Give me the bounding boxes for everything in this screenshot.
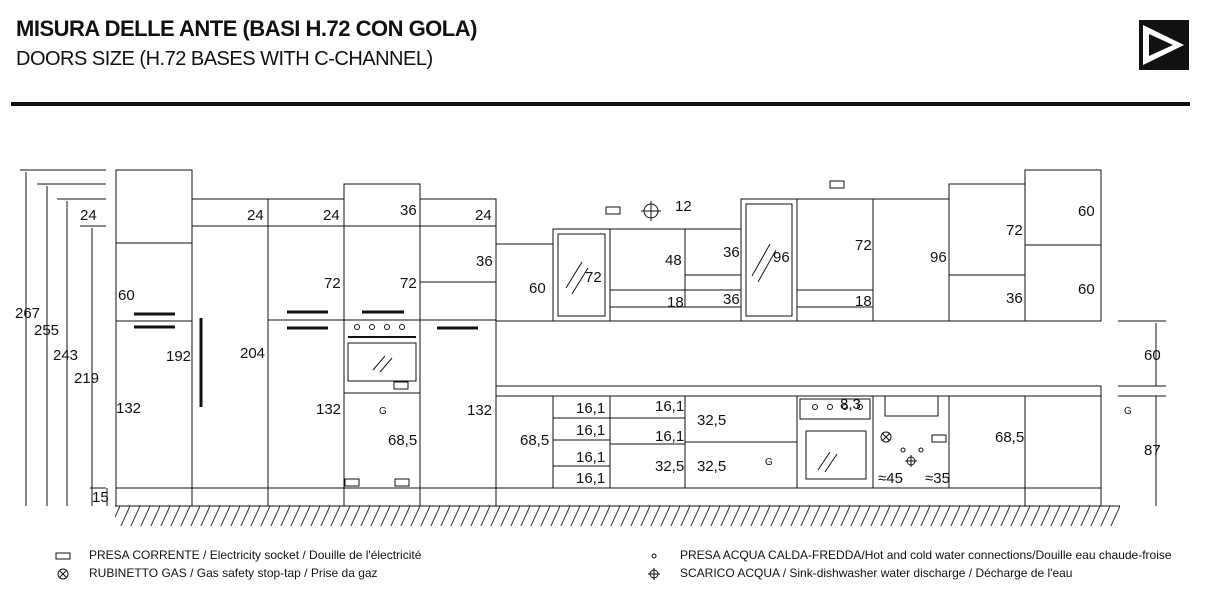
- dim-wall4-72: 72: [855, 237, 872, 254]
- dim-base2-16-1b: 16,1: [576, 422, 606, 439]
- dim-wall7-60a: 60: [1078, 203, 1095, 220]
- dim-wall3-36a: 36: [723, 244, 740, 261]
- dim-col3-204: 204: [240, 345, 266, 362]
- dim-top-24: 24: [80, 207, 97, 224]
- dim-col4-36: 36: [400, 202, 417, 219]
- dim-col3-24: 24: [323, 207, 340, 224]
- dim-col4-72: 72: [400, 275, 417, 292]
- tall-column-1: [116, 170, 192, 506]
- dim-267: 267: [15, 305, 41, 322]
- legend-gas-text: RUBINETTO GAS / Gas safety stop-tap / Prise da gaz: [89, 566, 378, 580]
- dim-col1-132: 132: [116, 400, 142, 417]
- dim-col5-132: 132: [467, 402, 493, 419]
- tall-column-oven: [344, 184, 420, 506]
- dim-243: 243: [53, 347, 79, 364]
- dim-right-87: 87: [1144, 442, 1161, 459]
- dim-base2-16-1d: 16,1: [576, 470, 606, 487]
- dim-base4-32-5a: 32,5: [697, 412, 727, 429]
- dim-wall6-36: 36: [1006, 290, 1023, 307]
- legend-socket-text: PRESA CORRENTE / Electricity socket / Douille de l'électricité: [89, 548, 422, 562]
- dim-15: 15: [92, 489, 109, 506]
- dim-wall3-36b: 36: [723, 291, 740, 308]
- electricity-socket-icon: [55, 548, 71, 564]
- dim-wall1-60: 60: [529, 280, 546, 297]
- dim-col3-132: 132: [316, 401, 342, 418]
- water-connection-icon: [901, 448, 923, 452]
- dim-base3-16-1a: 16,1: [655, 398, 685, 415]
- legend-water-text: PRESA ACQUA CALDA-FREDDA/Hot and cold water connections/Douille eau chaude-froise: [680, 548, 1172, 562]
- page-title: MISURA DELLE ANTE (BASI H.72 CON GOLA): [16, 16, 477, 41]
- dim-wall5-96: 96: [930, 249, 947, 266]
- gas-label-3: G: [1124, 406, 1132, 417]
- dim-col5-36: 36: [476, 253, 493, 270]
- dim-219: 219: [74, 370, 100, 387]
- dim-sink-35: ≈35: [925, 470, 950, 487]
- dim-base3-32-5: 32,5: [655, 458, 685, 475]
- dim-col3-72: 72: [324, 275, 341, 292]
- dim-base7-68-5: 68,5: [995, 429, 1025, 446]
- dim-wall4-18: 18: [855, 293, 872, 310]
- dim-255: 255: [34, 322, 60, 339]
- floor: [115, 506, 1120, 526]
- dim-col2-192: 192: [166, 348, 192, 365]
- dim-wall2-18: 18: [667, 294, 684, 311]
- gas-tap-icon: [881, 432, 891, 442]
- dim-wall6-72: 72: [1006, 222, 1023, 239]
- tall-column-5: [420, 199, 496, 506]
- dim-sink-45: ≈45: [878, 470, 903, 487]
- dim-wall7-60b: 60: [1078, 281, 1095, 298]
- dim-col1-60: 60: [118, 287, 135, 304]
- dim-wall3-96: 96: [773, 249, 790, 266]
- dim-base1-68-5: 68,5: [520, 432, 550, 449]
- dim-col5-24: 24: [475, 207, 492, 224]
- page-subtitle: DOORS SIZE (H.72 BASES WITH C-CHANNEL): [16, 48, 433, 70]
- dim-col2-24: 24: [247, 207, 264, 224]
- dim-base2-16-1c: 16,1: [576, 449, 606, 466]
- gas-label-1: G: [379, 406, 387, 417]
- tall-column-3: [268, 199, 344, 506]
- dim-wall1-72: 72: [585, 269, 602, 286]
- wall-unit-6: [1025, 170, 1101, 321]
- water-connection-icon: [646, 548, 662, 564]
- electricity-socket-icon: [345, 181, 946, 486]
- dim-base5-8-3: 8,3: [840, 396, 861, 413]
- dim-base2-16-1a: 16,1: [576, 400, 606, 417]
- dim-wall2-48: 48: [665, 252, 682, 269]
- gas-tap-icon: [55, 566, 71, 582]
- gas-label-2: G: [765, 457, 773, 468]
- dim-col4-68-5: 68,5: [388, 432, 418, 449]
- water-discharge-icon: [646, 566, 662, 582]
- worktop: [496, 386, 1101, 396]
- dim-base4-32-5b: 32,5: [697, 458, 727, 475]
- dim-right-60: 60: [1144, 347, 1161, 364]
- dim-base3-16-1b: 16,1: [655, 428, 685, 445]
- legend-drain-text: SCARICO ACQUA / Sink-dishwasher water discharge / Décharge de l'eau: [680, 566, 1073, 580]
- dim-wall-12: 12: [675, 198, 692, 215]
